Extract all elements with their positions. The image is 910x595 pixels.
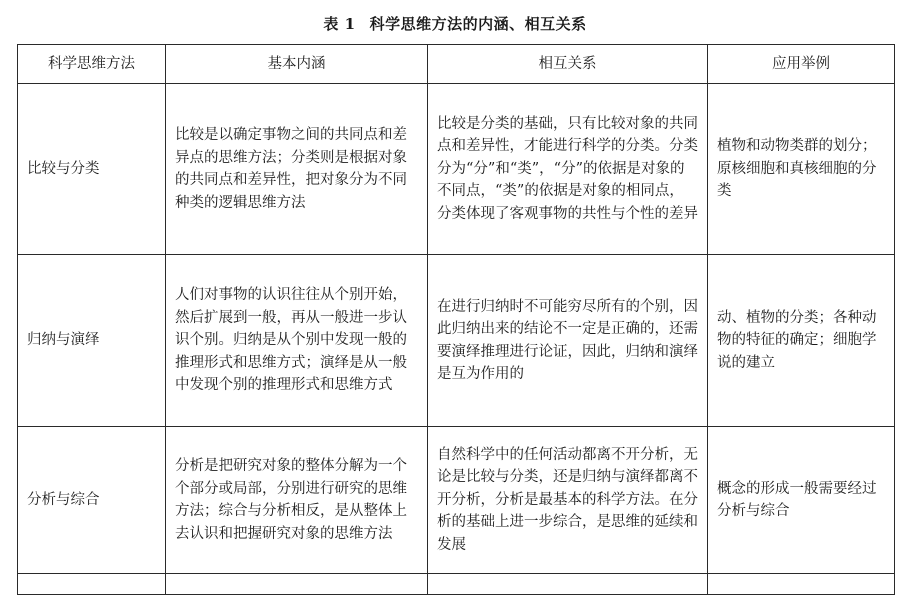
cell-relation: 在进行归纳时不可能穷尽所有的个别，因此归纳出来的结论不一定是正确的，还需要演绎推理进行论证，因此，归纳和演绎是互为作用的 xyxy=(428,255,708,427)
table-number: 表 1 xyxy=(323,15,356,33)
cell-empty xyxy=(166,574,428,595)
cell-meaning: 人们对事物的认识往往从个别开始，然后扩展到一般，再从一般进一步认识个别。归纳是从个别中发现一般的推理形式和思维方式；演绎是从一般中发现个别的推理形式和思维方式 xyxy=(166,255,428,427)
cell-relation: 比较是分类的基础，只有比较对象的共同点和差异性，才能进行科学的分类。分类分为“分”和“类”，“分”的依据是对象的不同点，“类”的依据是对象的相同点，分类体现了客观事物的共性与个性的差异 xyxy=(428,84,708,255)
cell-example: 植物和动物类群的划分；原核细胞和真核细胞的分类 xyxy=(708,84,895,255)
cell-empty xyxy=(428,574,708,595)
table-row xyxy=(18,84,895,255)
cell-empty xyxy=(708,574,895,595)
table-caption xyxy=(0,13,910,34)
cell-meaning: 比较是以确定事物之间的共同点和差异点的思维方法；分类则是根据对象的共同点和差异性，把对象分为不同种类的逻辑思维方法 xyxy=(166,84,428,255)
cell-method: 分析与综合 xyxy=(18,427,166,574)
table-row-partial xyxy=(18,574,895,595)
table-row xyxy=(18,427,895,574)
header-method: 科学思维方法 xyxy=(18,45,166,84)
table-row xyxy=(18,255,895,427)
cell-relation: 自然科学中的任何活动都离不开分析，无论是比较与分类，还是归纳与演绎都离不开分析，分析是最基本的科学方法。在分析的基础上进一步综合，是思维的延续和发展 xyxy=(428,427,708,574)
methods-table xyxy=(17,44,895,595)
cell-example: 动、植物的分类；各种动物的特征的确定；细胞学说的建立 xyxy=(708,255,895,427)
cell-meaning: 分析是把研究对象的整体分解为一个个部分或局部，分别进行研究的思维方法；综合与分析相反，是从整体上去认识和把握研究对象的思维方法 xyxy=(166,427,428,574)
header-row xyxy=(18,45,895,84)
cell-method: 归纳与演绎 xyxy=(18,255,166,427)
cell-empty xyxy=(18,574,166,595)
header-example: 应用举例 xyxy=(708,45,895,84)
header-meaning: 基本内涵 xyxy=(166,45,428,84)
cell-method: 比较与分类 xyxy=(18,84,166,255)
header-relation: 相互关系 xyxy=(428,45,708,84)
table-title: 科学思维方法的内涵、相互关系 xyxy=(369,15,587,33)
cell-example: 概念的形成一般需要经过分析与综合 xyxy=(708,427,895,574)
